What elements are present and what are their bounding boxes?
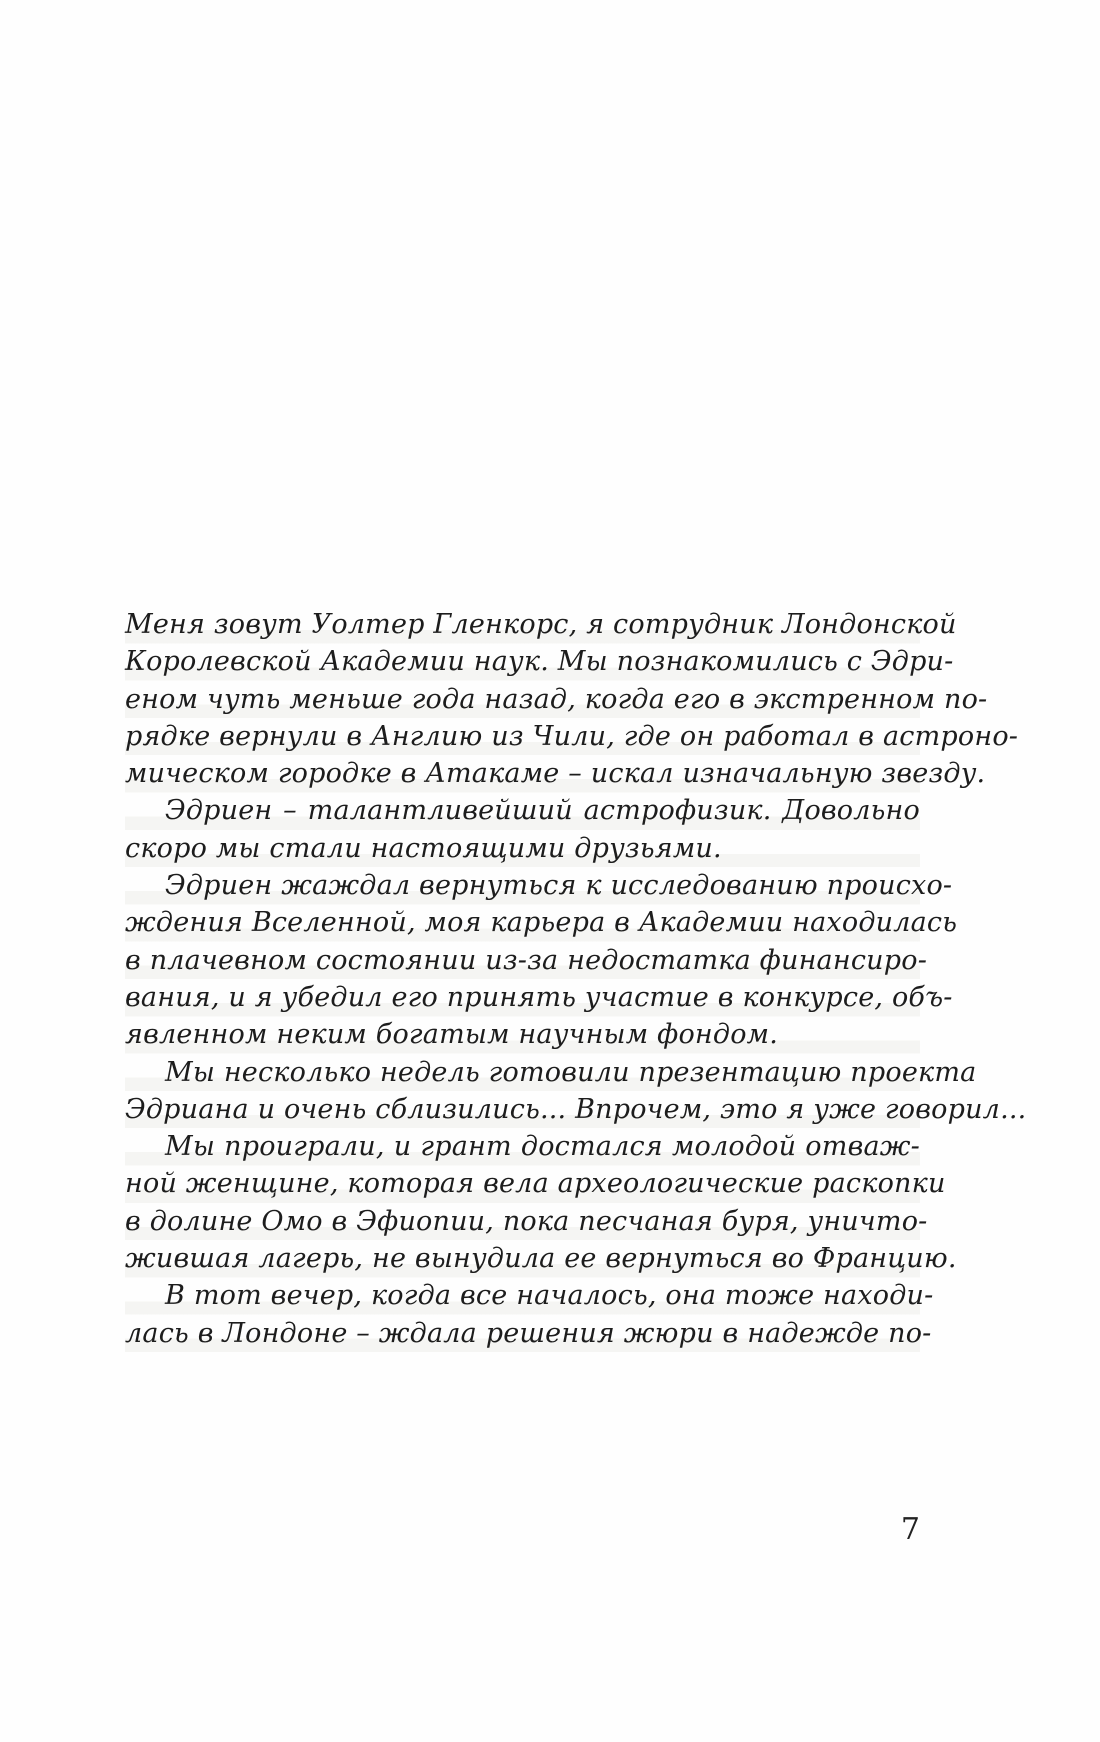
text-line: еном чуть меньше года назад, когда его в экстренном по- (125, 683, 988, 715)
text-line: лась в Лондоне – ждала решения жюри в надежде по- (125, 1317, 932, 1349)
text-line: рядке вернули в Англию из Чили, где он работал в астроно- (125, 720, 1019, 752)
text-line: Мы несколько недель готовили презентацию проекта (165, 1056, 977, 1088)
text-line: Эдриана и очень сблизились... Впрочем, это я уже говорил... (125, 1093, 1027, 1125)
text-line: ной женщине, которая вела археологические раскопки (125, 1168, 946, 1200)
text-line: вания, и я убедил его принять участие в конкурсе, объ- (125, 981, 953, 1013)
text-line: Эдриен – талантливейший астрофизик. Довольно (165, 795, 920, 827)
text-line: в долине Омо в Эфиопии, пока песчаная буря, уничто- (125, 1205, 928, 1237)
text-line: Мы проиграли, и грант достался молодой отваж- (165, 1131, 920, 1163)
page-text-block (125, 606, 1027, 1352)
text-line: Меня зовут Уолтер Гленкорс, я сотрудник Лондонской (125, 609, 957, 640)
text-line: В тот вечер, когда все началось, она тоже находи- (165, 1280, 934, 1312)
text-line: в плачевном состоянии из-за недостатка финансиро- (125, 944, 928, 976)
text-line: скоро мы стали настоящими друзьями. (125, 832, 722, 864)
text-line: явленном неким богатым научным фондом. (125, 1019, 779, 1051)
text-line: мическом городке в Атакаме – искал изначальную звезду. (125, 758, 986, 790)
text-line: Эдриен жаждал вернуться к исследованию происхо- (165, 870, 953, 902)
page-number: 7 (900, 1512, 920, 1547)
text-line: жившая лагерь, не вынудила ее вернуться во Францию. (125, 1243, 957, 1275)
text-line: ждения Вселенной, моя карьера в Академии находилась (125, 907, 958, 939)
text-line: Королевской Академии наук. Мы познакомились с Эдри- (125, 646, 954, 678)
